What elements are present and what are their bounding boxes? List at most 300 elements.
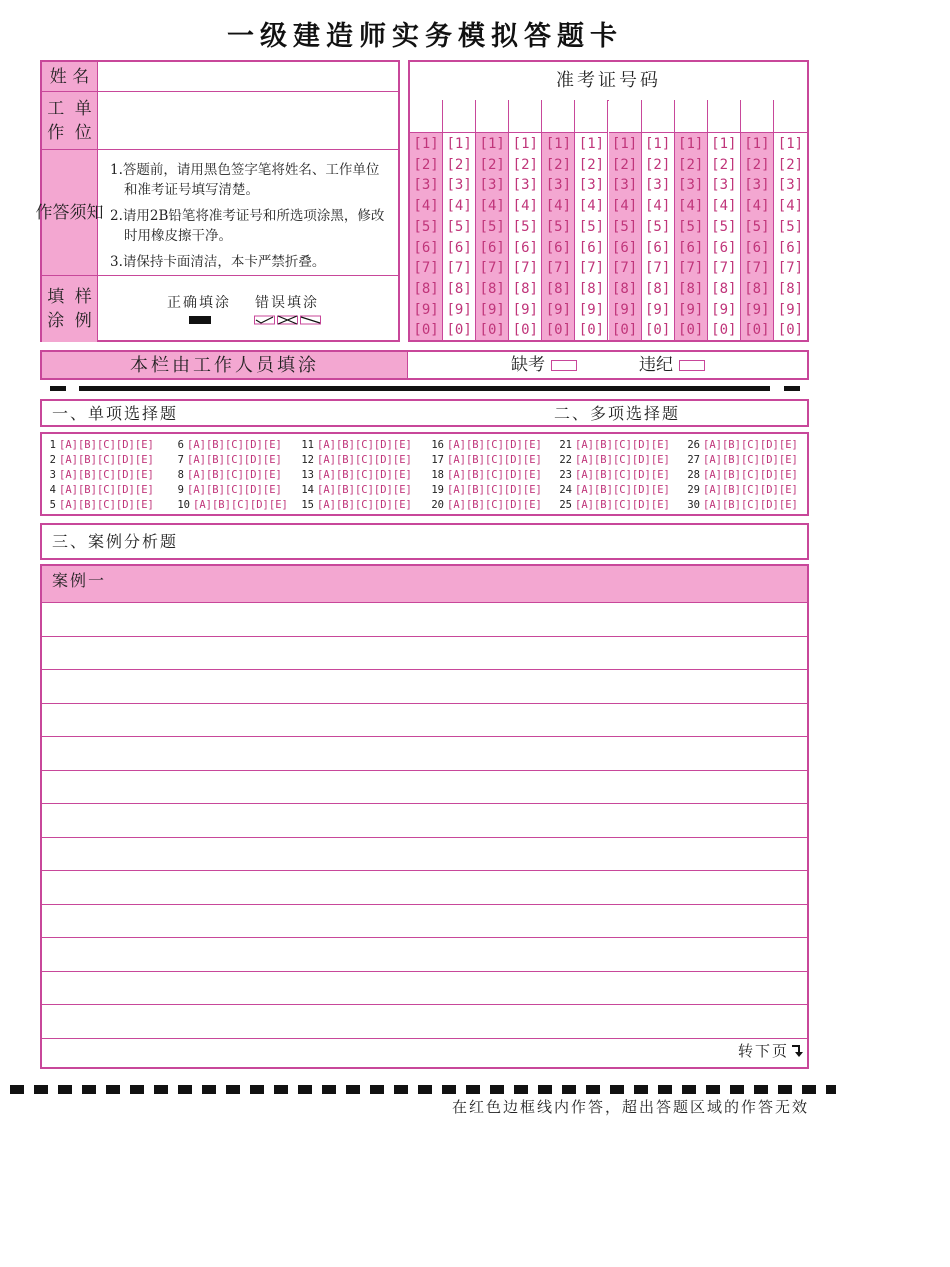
- case-answer-area[interactable]: [40, 564, 809, 1069]
- option-bubble[interactable]: [D]: [631, 469, 651, 481]
- exam-digit-bubble[interactable]: [8]: [512, 280, 538, 297]
- violation-box[interactable]: [679, 360, 705, 371]
- exam-digit-bubble[interactable]: [4]: [413, 198, 439, 215]
- exam-digit-write-box[interactable]: [774, 100, 807, 133]
- exam-digit-bubble[interactable]: [8]: [545, 280, 572, 297]
- exam-digit-bubble[interactable]: [6]: [678, 239, 704, 256]
- exam-digit-bubble[interactable]: [7]: [644, 260, 671, 277]
- option-bubble[interactable]: [A]: [187, 469, 206, 481]
- option-bubble[interactable]: [D]: [759, 484, 779, 496]
- option-bubble[interactable]: [C]: [740, 499, 760, 511]
- option-bubble[interactable]: [D]: [115, 439, 135, 451]
- exam-digit-bubble[interactable]: [5]: [644, 218, 671, 235]
- option-bubble[interactable]: [B]: [77, 484, 97, 496]
- name-field[interactable]: [98, 62, 398, 91]
- exam-digit-bubble[interactable]: [7]: [678, 260, 704, 277]
- exam-digit-bubble[interactable]: [6]: [744, 239, 770, 256]
- option-bubble[interactable]: [B]: [465, 469, 485, 481]
- option-bubble[interactable]: [A]: [703, 469, 722, 481]
- option-bubble[interactable]: [A]: [447, 439, 466, 451]
- option-bubble[interactable]: [E]: [778, 454, 798, 466]
- exam-digit-write-box[interactable]: [708, 100, 740, 133]
- exam-digit-bubble[interactable]: [0]: [611, 322, 638, 339]
- exam-digit-bubble[interactable]: [6]: [611, 239, 638, 256]
- option-bubble[interactable]: [D]: [243, 484, 263, 496]
- exam-digit-bubble[interactable]: [9]: [678, 301, 704, 318]
- option-bubble[interactable]: [B]: [465, 439, 485, 451]
- exam-digit-bubble[interactable]: [2]: [446, 156, 472, 173]
- option-bubble[interactable]: [C]: [484, 484, 504, 496]
- exam-digit-bubble[interactable]: [2]: [777, 156, 804, 173]
- exam-digit-bubble[interactable]: [6]: [711, 239, 737, 256]
- exam-digit-bubble[interactable]: [4]: [512, 198, 538, 215]
- exam-digit-bubble[interactable]: [6]: [413, 239, 439, 256]
- exam-digit-bubble[interactable]: [6]: [644, 239, 671, 256]
- option-bubble[interactable]: [B]: [77, 439, 97, 451]
- exam-digit-bubble[interactable]: [3]: [578, 177, 605, 194]
- option-bubble[interactable]: [A]: [703, 454, 722, 466]
- option-bubble[interactable]: [A]: [575, 484, 594, 496]
- option-bubble[interactable]: [C]: [740, 484, 760, 496]
- exam-digit-bubble[interactable]: [4]: [644, 198, 671, 215]
- option-bubble[interactable]: [E]: [134, 454, 154, 466]
- exam-digit-write-box[interactable]: [675, 100, 707, 133]
- separator-mark: [50, 386, 66, 391]
- exam-digit-bubble[interactable]: [3]: [479, 177, 505, 194]
- option-bubble[interactable]: [B]: [593, 454, 613, 466]
- exam-digit-bubble[interactable]: [7]: [711, 260, 737, 277]
- exam-digit-write-box[interactable]: [443, 100, 475, 133]
- exam-digit-write-box[interactable]: [509, 100, 541, 133]
- option-bubble[interactable]: [E]: [262, 469, 282, 481]
- option-bubble[interactable]: [B]: [77, 454, 97, 466]
- exam-digit-bubble[interactable]: [7]: [777, 260, 804, 277]
- option-bubble[interactable]: [A]: [59, 439, 78, 451]
- option-bubble[interactable]: [C]: [612, 484, 632, 496]
- option-bubble[interactable]: [E]: [522, 454, 542, 466]
- exam-digit-bubble[interactable]: [4]: [578, 198, 605, 215]
- option-bubble[interactable]: [B]: [205, 469, 225, 481]
- option-bubble[interactable]: [E]: [522, 469, 542, 481]
- option-bubble[interactable]: [C]: [96, 499, 116, 511]
- exam-digit-bubble[interactable]: [1]: [446, 136, 472, 152]
- option-bubble[interactable]: [A]: [575, 439, 594, 451]
- exam-digit-bubble[interactable]: [3]: [678, 177, 704, 194]
- option-bubble[interactable]: [C]: [612, 499, 632, 511]
- exam-digit-bubble[interactable]: [5]: [545, 218, 572, 235]
- option-bubble[interactable]: [E]: [392, 439, 412, 451]
- exam-digit-write-box[interactable]: [642, 100, 674, 133]
- option-bubble[interactable]: [C]: [230, 499, 250, 511]
- option-bubble[interactable]: [C]: [484, 499, 504, 511]
- absent-box[interactable]: [551, 360, 577, 371]
- option-bubble[interactable]: [B]: [465, 484, 485, 496]
- option-bubble[interactable]: [E]: [134, 469, 154, 481]
- option-bubble[interactable]: [B]: [211, 499, 231, 511]
- option-bubble[interactable]: [A]: [447, 484, 466, 496]
- option-bubble[interactable]: [C]: [612, 469, 632, 481]
- exam-digit-bubble[interactable]: [9]: [711, 301, 737, 318]
- exam-digit-bubble[interactable]: [9]: [479, 301, 505, 318]
- option-bubble[interactable]: [C]: [224, 454, 244, 466]
- exam-digit-bubble[interactable]: [0]: [413, 322, 439, 339]
- exam-digit-bubble[interactable]: [9]: [744, 301, 770, 318]
- exam-digit-bubble[interactable]: [5]: [578, 218, 605, 235]
- option-bubble[interactable]: [E]: [392, 454, 412, 466]
- option-bubble[interactable]: [A]: [703, 499, 722, 511]
- option-bubble[interactable]: [C]: [740, 454, 760, 466]
- exam-digit-bubble[interactable]: [4]: [446, 198, 472, 215]
- exam-digit-bubble[interactable]: [2]: [413, 156, 439, 173]
- exam-digit-bubble[interactable]: [1]: [512, 136, 538, 152]
- option-bubble[interactable]: [C]: [354, 439, 374, 451]
- option-bubble[interactable]: [D]: [631, 499, 651, 511]
- exam-digit-bubble[interactable]: [9]: [644, 301, 671, 318]
- option-bubble[interactable]: [D]: [373, 484, 393, 496]
- exam-digit-column: [476, 100, 509, 340]
- exam-digit-bubble[interactable]: [0]: [545, 322, 572, 339]
- option-bubble[interactable]: [B]: [593, 469, 613, 481]
- option-bubble[interactable]: [D]: [503, 469, 523, 481]
- option-bubble[interactable]: [E]: [778, 469, 798, 481]
- option-bubble[interactable]: [C]: [224, 469, 244, 481]
- exam-digit-bubble[interactable]: [0]: [744, 322, 770, 339]
- exam-digit-bubble[interactable]: [9]: [446, 301, 472, 318]
- option-bubble[interactable]: [A]: [317, 499, 336, 511]
- exam-digit-bubble[interactable]: [0]: [578, 322, 605, 339]
- exam-digit-bubble[interactable]: [9]: [777, 301, 804, 318]
- exam-digit-bubble[interactable]: [6]: [545, 239, 572, 256]
- option-bubble[interactable]: [A]: [59, 469, 78, 481]
- option-bubble[interactable]: [D]: [115, 469, 135, 481]
- question-number: 14: [301, 484, 314, 496]
- option-bubble[interactable]: [D]: [503, 439, 523, 451]
- exam-digit-bubble[interactable]: [2]: [611, 156, 638, 173]
- option-bubble[interactable]: [D]: [503, 499, 523, 511]
- option-bubble[interactable]: [B]: [205, 484, 225, 496]
- exam-digit-bubble[interactable]: [8]: [611, 280, 638, 297]
- option-bubble[interactable]: [A]: [703, 439, 722, 451]
- option-bubble[interactable]: [D]: [503, 454, 523, 466]
- exam-digit-bubble[interactable]: [0]: [644, 322, 671, 339]
- exam-digit-bubble[interactable]: [6]: [479, 239, 505, 256]
- option-bubble[interactable]: [B]: [77, 469, 97, 481]
- option-bubble[interactable]: [E]: [262, 439, 282, 451]
- exam-digit-bubble[interactable]: [1]: [678, 136, 704, 152]
- exam-digit-bubble[interactable]: [1]: [578, 136, 605, 152]
- exam-digit-bubble[interactable]: [2]: [678, 156, 704, 173]
- exam-digit-bubble[interactable]: [8]: [413, 280, 439, 297]
- option-bubble[interactable]: [B]: [721, 439, 741, 451]
- option-bubble[interactable]: [C]: [612, 454, 632, 466]
- option-bubble[interactable]: [E]: [262, 484, 282, 496]
- option-bubble[interactable]: [E]: [650, 469, 670, 481]
- option-bubble[interactable]: [E]: [522, 439, 542, 451]
- exam-digit-bubble[interactable]: [5]: [777, 218, 804, 235]
- exam-digit-bubble[interactable]: [5]: [413, 218, 439, 235]
- exam-digit-bubble[interactable]: [9]: [545, 301, 572, 318]
- option-bubble[interactable]: [E]: [392, 469, 412, 481]
- exam-digit-bubble[interactable]: [3]: [711, 177, 737, 194]
- option-bubble[interactable]: [E]: [268, 499, 288, 511]
- option-bubble[interactable]: [C]: [96, 469, 116, 481]
- option-bubble[interactable]: [C]: [224, 439, 244, 451]
- option-bubble[interactable]: [B]: [77, 499, 97, 511]
- choice-answer-grid: [40, 432, 809, 516]
- exam-digit-bubble[interactable]: [3]: [545, 177, 572, 194]
- option-bubble[interactable]: [E]: [134, 499, 154, 511]
- option-bubble[interactable]: [E]: [134, 484, 154, 496]
- question-number: 24: [559, 484, 572, 496]
- option-bubble[interactable]: [E]: [650, 484, 670, 496]
- exam-digit-bubble[interactable]: [0]: [678, 322, 704, 339]
- exam-digit-bubble[interactable]: [3]: [744, 177, 770, 194]
- exam-digit-bubble[interactable]: [1]: [413, 136, 439, 152]
- option-bubble[interactable]: [D]: [115, 484, 135, 496]
- option-bubble[interactable]: [E]: [650, 439, 670, 451]
- exam-digit-bubble[interactable]: [2]: [545, 156, 572, 173]
- option-bubble[interactable]: [D]: [373, 454, 393, 466]
- option-bubble[interactable]: [E]: [262, 454, 282, 466]
- exam-digit-bubble[interactable]: [5]: [711, 218, 737, 235]
- option-bubble[interactable]: [C]: [484, 439, 504, 451]
- exam-digit-bubble[interactable]: [3]: [611, 177, 638, 194]
- exam-digit-bubble[interactable]: [1]: [711, 136, 737, 152]
- option-bubble[interactable]: [D]: [631, 484, 651, 496]
- option-bubble[interactable]: [B]: [465, 454, 485, 466]
- exam-digit-bubble[interactable]: [7]: [512, 260, 538, 277]
- exam-digit-write-box[interactable]: [575, 100, 607, 133]
- option-bubble[interactable]: [A]: [317, 454, 336, 466]
- exam-digit-bubble[interactable]: [8]: [446, 280, 472, 297]
- exam-digit-bubble[interactable]: [7]: [744, 260, 770, 277]
- exam-digit-bubble[interactable]: [9]: [611, 301, 638, 318]
- exam-digit-bubble[interactable]: [5]: [744, 218, 770, 235]
- exam-digit-bubble[interactable]: [3]: [512, 177, 538, 194]
- option-bubble[interactable]: [A]: [187, 484, 206, 496]
- option-bubble[interactable]: [D]: [249, 499, 269, 511]
- exam-digit-bubble[interactable]: [6]: [578, 239, 605, 256]
- option-bubble[interactable]: [A]: [317, 439, 336, 451]
- exam-digit-bubble[interactable]: [3]: [777, 177, 804, 194]
- exam-digit-bubble[interactable]: [7]: [413, 260, 439, 277]
- exam-digit-bubble[interactable]: [0]: [479, 322, 505, 339]
- exam-digit-bubble[interactable]: [9]: [578, 301, 605, 318]
- option-bubble[interactable]: [B]: [335, 484, 355, 496]
- option-bubble[interactable]: [C]: [96, 454, 116, 466]
- option-bubble[interactable]: [D]: [759, 469, 779, 481]
- exam-digit-bubble[interactable]: [3]: [413, 177, 439, 194]
- option-bubble[interactable]: [A]: [703, 484, 722, 496]
- option-bubble[interactable]: [A]: [575, 499, 594, 511]
- exam-digit-write-box[interactable]: [476, 100, 508, 133]
- option-bubble[interactable]: [B]: [205, 439, 225, 451]
- option-bubble[interactable]: [D]: [759, 439, 779, 451]
- exam-digit-write-box[interactable]: [542, 100, 574, 133]
- exam-digit-bubble[interactable]: [7]: [611, 260, 638, 277]
- option-bubble[interactable]: [D]: [373, 499, 393, 511]
- exam-digit-bubble[interactable]: [8]: [578, 280, 605, 297]
- info-block: [35, 60, 400, 342]
- exam-digit-bubble[interactable]: [9]: [413, 301, 439, 318]
- option-bubble[interactable]: [E]: [392, 499, 412, 511]
- option-bubble[interactable]: [E]: [650, 499, 670, 511]
- option-bubble[interactable]: [E]: [522, 499, 542, 511]
- option-bubble[interactable]: [D]: [759, 454, 779, 466]
- option-bubble[interactable]: [C]: [96, 439, 116, 451]
- exam-digit-bubble[interactable]: [8]: [744, 280, 770, 297]
- exam-digit-bubble[interactable]: [7]: [545, 260, 572, 277]
- exam-digit-bubble[interactable]: [9]: [512, 301, 538, 318]
- option-bubble[interactable]: [B]: [465, 499, 485, 511]
- option-bubble[interactable]: [E]: [778, 439, 798, 451]
- option-bubble[interactable]: [D]: [631, 439, 651, 451]
- question-number: 12: [301, 454, 314, 466]
- exam-digit-bubble[interactable]: [6]: [777, 239, 804, 256]
- exam-digit-bubble[interactable]: [2]: [512, 156, 538, 173]
- unit-label: 工作 单位: [42, 92, 98, 149]
- exam-digit-bubble[interactable]: [0]: [777, 322, 804, 339]
- option-bubble[interactable]: [C]: [354, 499, 374, 511]
- exam-digit-bubble[interactable]: [0]: [711, 322, 737, 339]
- option-bubble[interactable]: [E]: [778, 484, 798, 496]
- option-bubble[interactable]: [A]: [59, 499, 78, 511]
- exam-digit-bubble[interactable]: [5]: [446, 218, 472, 235]
- exam-digit-bubble[interactable]: [5]: [479, 218, 505, 235]
- exam-digit-bubble[interactable]: [1]: [744, 136, 770, 152]
- option-bubble[interactable]: [D]: [631, 454, 651, 466]
- exam-digit-bubble[interactable]: [6]: [512, 239, 538, 256]
- option-bubble[interactable]: [A]: [575, 469, 594, 481]
- option-bubble[interactable]: [A]: [317, 469, 336, 481]
- exam-digit-bubble[interactable]: [2]: [744, 156, 770, 173]
- exam-digit-bubble[interactable]: [1]: [545, 136, 572, 152]
- exam-digit-bubble[interactable]: [8]: [479, 280, 505, 297]
- exam-digit-bubble[interactable]: [7]: [578, 260, 605, 277]
- option-bubble[interactable]: [B]: [335, 469, 355, 481]
- exam-digit-bubble[interactable]: [3]: [644, 177, 671, 194]
- option-bubble[interactable]: [E]: [522, 484, 542, 496]
- option-bubble[interactable]: [B]: [721, 484, 741, 496]
- option-bubble[interactable]: [B]: [335, 499, 355, 511]
- option-bubble[interactable]: [B]: [593, 484, 613, 496]
- exam-digit-bubble[interactable]: [7]: [479, 260, 505, 277]
- choice-question: [300, 454, 412, 466]
- choice-question: [300, 499, 412, 511]
- exam-digit-bubble[interactable]: [4]: [744, 198, 770, 215]
- exam-digit-bubble[interactable]: [1]: [479, 136, 505, 152]
- exam-digit-bubble[interactable]: [3]: [446, 177, 472, 194]
- option-bubble[interactable]: [B]: [593, 499, 613, 511]
- exam-digit-bubble[interactable]: [0]: [446, 322, 472, 339]
- option-bubble[interactable]: [D]: [243, 469, 263, 481]
- option-bubble[interactable]: [A]: [447, 454, 466, 466]
- exam-digit-bubble[interactable]: [6]: [446, 239, 472, 256]
- option-bubble[interactable]: [A]: [59, 454, 78, 466]
- exam-digit-bubble[interactable]: [4]: [479, 198, 505, 215]
- option-bubble[interactable]: [A]: [447, 469, 466, 481]
- option-bubble[interactable]: [E]: [650, 454, 670, 466]
- exam-digit-bubble[interactable]: [2]: [479, 156, 505, 173]
- exam-digit-bubble[interactable]: [0]: [512, 322, 538, 339]
- option-bubble[interactable]: [D]: [115, 499, 135, 511]
- answer-line: [42, 1038, 807, 1039]
- option-bubble[interactable]: [B]: [721, 499, 741, 511]
- option-bubble[interactable]: [C]: [484, 469, 504, 481]
- exam-digit-bubble[interactable]: [8]: [644, 280, 671, 297]
- unit-field[interactable]: [98, 92, 398, 149]
- option-bubble[interactable]: [D]: [503, 484, 523, 496]
- exam-digit-bubble[interactable]: [5]: [611, 218, 638, 235]
- exam-digit-bubble[interactable]: [8]: [711, 280, 737, 297]
- option-bubble[interactable]: [B]: [335, 439, 355, 451]
- option-bubble[interactable]: [D]: [373, 439, 393, 451]
- option-bubble[interactable]: [D]: [243, 439, 263, 451]
- exam-digit-write-box[interactable]: [741, 100, 773, 133]
- option-bubble[interactable]: [E]: [392, 484, 412, 496]
- option-bubble[interactable]: [D]: [373, 469, 393, 481]
- option-bubble[interactable]: [C]: [96, 484, 116, 496]
- option-bubble[interactable]: [C]: [740, 439, 760, 451]
- exam-digit-bubble[interactable]: [1]: [777, 136, 804, 152]
- option-bubble[interactable]: [D]: [243, 454, 263, 466]
- option-bubble[interactable]: [C]: [224, 484, 244, 496]
- option-bubble[interactable]: [C]: [354, 454, 374, 466]
- exam-digit-bubble[interactable]: [1]: [644, 136, 671, 152]
- exam-digit-write-box[interactable]: [609, 100, 641, 133]
- option-bubble[interactable]: [A]: [447, 499, 466, 511]
- exam-digit-bubble[interactable]: [4]: [611, 198, 638, 215]
- option-bubble[interactable]: [A]: [575, 454, 594, 466]
- exam-digit-bubble[interactable]: [4]: [711, 198, 737, 215]
- exam-digit-bubble[interactable]: [2]: [711, 156, 737, 173]
- option-bubble[interactable]: [D]: [759, 499, 779, 511]
- choice-question: [48, 469, 154, 481]
- option-bubble[interactable]: [C]: [740, 469, 760, 481]
- option-bubble[interactable]: [C]: [612, 439, 632, 451]
- exam-digit-bubble[interactable]: [4]: [545, 198, 572, 215]
- option-bubble[interactable]: [E]: [134, 439, 154, 451]
- option-bubble[interactable]: [A]: [187, 439, 206, 451]
- option-bubble[interactable]: [B]: [721, 469, 741, 481]
- exam-digit-bubble[interactable]: [2]: [578, 156, 605, 173]
- name-label: 姓 名: [42, 62, 98, 91]
- option-bubble[interactable]: [C]: [354, 469, 374, 481]
- option-bubble[interactable]: [A]: [187, 454, 206, 466]
- option-bubble[interactable]: [C]: [484, 454, 504, 466]
- option-bubble[interactable]: [C]: [354, 484, 374, 496]
- option-bubble[interactable]: [B]: [593, 439, 613, 451]
- exam-digit-bubble[interactable]: [7]: [446, 260, 472, 277]
- option-bubble[interactable]: [A]: [59, 484, 78, 496]
- option-bubble[interactable]: [B]: [335, 454, 355, 466]
- exam-digit-write-box[interactable]: [410, 100, 442, 133]
- exam-digit-bubble[interactable]: [4]: [777, 198, 804, 215]
- exam-digit-bubble[interactable]: [1]: [611, 136, 638, 152]
- option-bubble[interactable]: [B]: [205, 454, 225, 466]
- option-bubble[interactable]: [A]: [317, 484, 336, 496]
- exam-digit-bubble[interactable]: [8]: [777, 280, 804, 297]
- exam-digit-bubble[interactable]: [5]: [678, 218, 704, 235]
- option-bubble[interactable]: [B]: [721, 454, 741, 466]
- option-bubble[interactable]: [E]: [778, 499, 798, 511]
- option-bubble[interactable]: [D]: [115, 454, 135, 466]
- option-bubble[interactable]: [A]: [193, 499, 212, 511]
- exam-digit-bubble[interactable]: [2]: [644, 156, 671, 173]
- exam-digit-bubble[interactable]: [8]: [678, 280, 704, 297]
- exam-digit-bubble[interactable]: [4]: [678, 198, 704, 215]
- exam-digit-bubble[interactable]: [5]: [512, 218, 538, 235]
